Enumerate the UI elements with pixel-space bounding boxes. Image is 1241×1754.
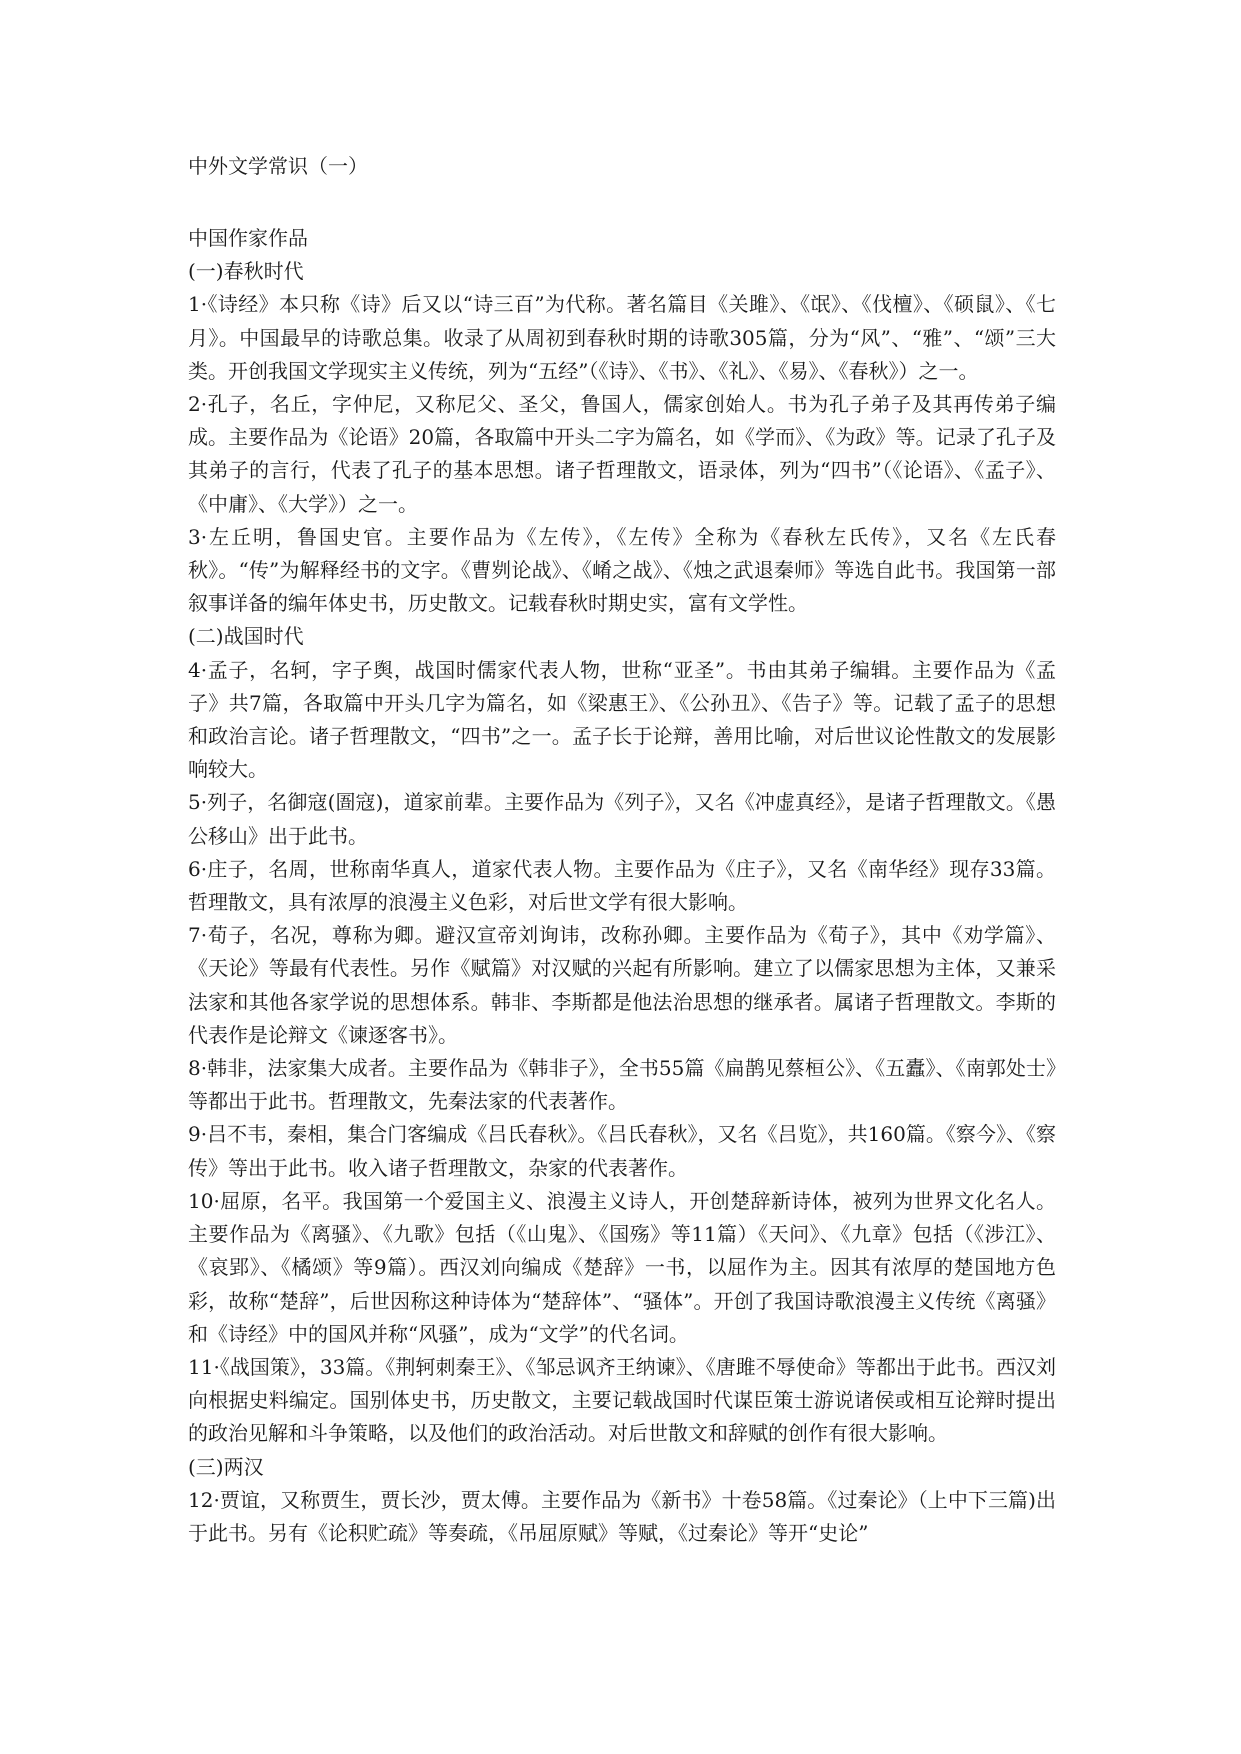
entry-paragraph: 7·荀子，名况，尊称为卿。避汉宣帝刘询讳，改称孙卿。主要作品为《荀子》，其中《劝学篇》、《天论》等最有代表性。另作《赋篇》对汉赋的兴起有所影响。建立了以儒家思想为主体，又兼采法家和其他各家学说的思想体系。韩非、李斯都是他法治思想的继承者。属诸子哲理散文。李斯的代表作是论辩文《谏逐客书》。 — [188, 923, 1056, 1047]
entry-paragraph: 6·庄子，名周，世称南华真人，道家代表人物。主要作品为《庄子》，又名《南华经》现存33篇。哲理散文，具有浓厚的浪漫主义色彩，对后世文学有很大影响。 — [188, 856, 1056, 915]
entry-paragraph: 8·韩非，法家集大成者。主要作品为《韩非子》，全书55篇《扁鹊见蔡桓公》、《五蠹》、《南郭处士》等都出于此书。哲理散文，先秦法家的代表著作。 — [188, 1056, 1056, 1114]
entry-paragraph: 9·吕不韦，秦相，集合门客编成《吕氏春秋》。《吕氏春秋》，又名《吕览》，共160篇。《察今》、《察传》等出于此书。收入诸子哲理散文，杂家的代表著作。 — [188, 1122, 1056, 1180]
entry-paragraph: 12·贾谊，又称贾生，贾长沙，贾太傅。主要作品为《新书》十卷58篇。《过秦论》（上中下三篇)出于此书。另有《论积贮疏》等奏疏，《吊屈原赋》等赋，《过秦论》等开“史论” — [188, 1487, 1056, 1545]
entry-paragraph: 5·列子，名御寇(圄寇)，道家前辈。主要作品为《列子》，又名《冲虚真经》，是诸子哲理散文。《愚公移山》出于此书。 — [188, 790, 1056, 848]
document-title: 中外文学常识（一） — [188, 154, 368, 178]
section-heading: 中国作家作品 — [188, 226, 308, 250]
entry-paragraph: 3·左丘明，鲁国史官。主要作品为《左传》，《左传》全称为《春秋左氏传》，又名《左氏春秋》。“传”为解释经书的文字。《曹刿论战》、《崤之战》、《烛之武退秦师》等选自此书。我国第一部叙事详备的编年体史书，历史散文。记载春秋时期史实，富有文学性。 — [188, 524, 1056, 616]
entry-paragraph: 11·《战国策》，33篇。《荆轲刺秦王》、《邹忌讽齐王纳谏》、《唐雎不辱使命》等都出于此书。西汉刘向根据史料编定。国别体史书，历史散文，主要记载战国时代谋臣策士游说诸侯或相互论辩时提出的政治见解和斗争策略，以及他们的政治活动。对后世散文和辞赋的创作有很大影响。 — [188, 1354, 1056, 1446]
entry-paragraph: 4·孟子，名轲，字子舆，战国时儒家代表人物，世称“亚圣”。书由其弟子编辑。主要作品为《孟子》共7篇，各取篇中开头几字为篇名，如《梁惠王》、《公孙丑》、《告子》等。记载了孟子的思想和政治言论。诸子哲理散文，“四书”之一。孟子长于论辩，善用比喻，对后世议论性散文的发展影响较大。 — [188, 657, 1056, 782]
era-heading: (一)春秋时代 — [188, 259, 304, 284]
document-page — [188, 148, 1056, 1550]
entry-paragraph: 10·屈原，名平。我国第一个爱国主义、浪漫主义诗人，开创楚辞新诗体，被列为世界文化名人。主要作品为《离骚》、《九歌》包括（《山鬼》、《国殇》等11篇）《天问》、《九章》包括（《涉江》、《哀郢》、《橘颂》等9篇）。西汉刘向编成《楚辞》一书，以屈作为主。因其有浓厚的楚国地方色彩，故称“楚辞”，后世因称这种诗体为“楚辞体”、“骚体”。开创了我国诗歌浪漫主义传统《离骚》和《诗经》中的国风并称“风骚”，成为“文学”的代名词。 — [188, 1188, 1056, 1346]
era-heading: (三)两汉 — [188, 1454, 264, 1479]
entry-paragraph: 2·孔子，名丘，字仲尼，又称尼父、圣父，鲁国人，儒家创始人。书为孔子弟子及其再传弟子编成。主要作品为《论语》20篇，各取篇中开头二字为篇名，如《学而》、《为政》等。记录了孔子及其弟子的言行，代表了孔子的基本思想。诸子哲理散文，语录体，列为“四书”（《论语》、《孟子》、《中庸》、《大学》）之一。 — [188, 392, 1056, 516]
entry-paragraph: 1·《诗经》本只称《诗》后又以“诗三百”为代称。著名篇目《关雎》、《氓》、《伐檀》、《硕鼠》、《七月》。中国最早的诗歌总集。收录了从周初到春秋时期的诗歌305篇，分为“风”、“雅”、“颂”三大类。开创我国文学现实主义传统，列为“五经”（《诗》、《书》、《礼》、《易》、《春秋》）之一。 — [188, 292, 1056, 383]
era-heading: (二)战国时代 — [188, 624, 304, 649]
